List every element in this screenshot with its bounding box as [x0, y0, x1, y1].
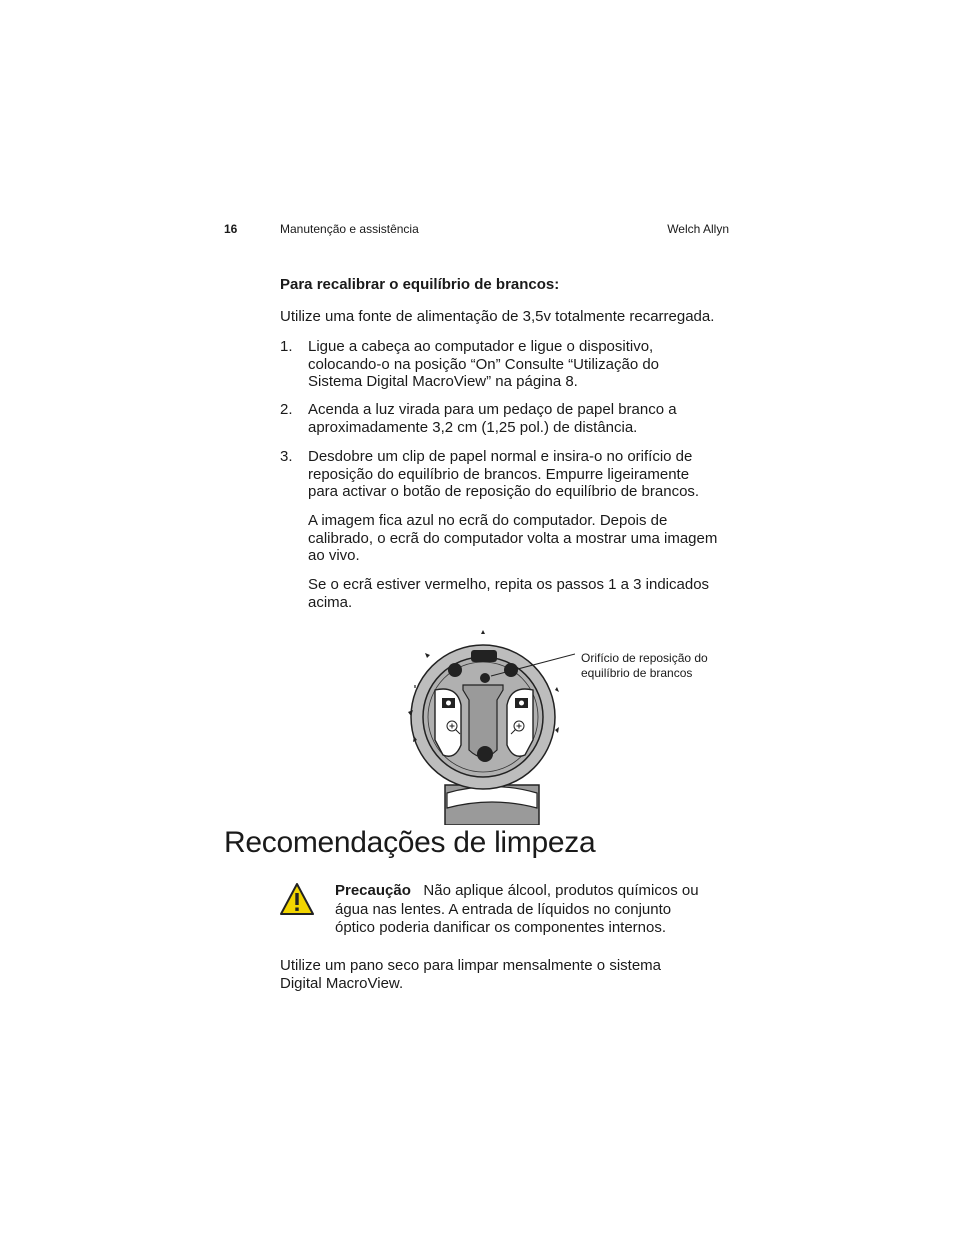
- caution-label: Precaução: [335, 882, 411, 899]
- note-line: calibrado, o ecrã do computador volta a mostrar uma imagem: [308, 529, 718, 547]
- step-number: 2.: [280, 401, 293, 418]
- step-text: [308, 338, 733, 391]
- caution-line: [335, 882, 735, 901]
- cleaning-body: [280, 957, 661, 992]
- step-text: [308, 448, 733, 501]
- note-line: ao vivo.: [308, 547, 360, 564]
- page-number: 16: [224, 222, 238, 236]
- warning-icon: [279, 882, 315, 916]
- step-text: [308, 401, 733, 436]
- section-title: Recomendações de limpeza: [224, 826, 596, 859]
- figure-callout: [581, 651, 708, 681]
- step-line: Ligue a cabeça ao computador e ligue o dispositivo,: [308, 338, 654, 355]
- step-number: 3.: [280, 448, 293, 465]
- note-line: acima.: [308, 593, 353, 611]
- step-number: 1.: [280, 338, 293, 355]
- step-line: para activar o botão de reposição do equilíbrio de brancos.: [308, 483, 700, 500]
- recalibrate-heading: Para recalibrar o equilíbrio de brancos:: [280, 276, 560, 293]
- note-line: Se o ecrã estiver vermelho, repita os passos 1 a 3 indicados: [308, 576, 710, 593]
- step-line: reposição do equilíbrio de brancos. Empurre ligeiramente: [308, 465, 690, 483]
- step-line: aproximadamente 3,2 cm (1,25 pol.) de distância.: [308, 418, 638, 436]
- body-line: Utilize um pano seco para limpar mensalmente o sistema: [280, 957, 661, 974]
- callout-line: equilíbrio de brancos: [581, 666, 693, 680]
- header-section: Manutenção e assistência: [280, 222, 419, 236]
- device-illustration: [405, 630, 575, 825]
- recalibrate-intro: Utilize uma fonte de alimentação de 3,5v totalmente recarregada.: [280, 308, 715, 325]
- step-line: Desdobre um clip de papel normal e insira-o no orifício de: [308, 448, 693, 465]
- caution-text: [335, 882, 735, 938]
- step-line: Sistema Digital MacroView” na página 8.: [308, 373, 578, 390]
- step-line: colocando-o na posição “On” Consulte “Utilização do: [308, 355, 660, 373]
- caution-line: água nas lentes. A entrada de líquidos no conjunto: [335, 900, 672, 918]
- header-brand: Welch Allyn: [667, 222, 729, 236]
- repeat-note: [308, 576, 733, 611]
- caution-line-1: Não aplique álcool, produtos químicos ou: [423, 882, 699, 899]
- step-line: Acenda a luz virada para um pedaço de papel branco a: [308, 401, 677, 418]
- body-line: Digital MacroView.: [280, 974, 404, 992]
- result-note: [308, 512, 733, 565]
- note-line: A imagem fica azul no ecrã do computador. Depois de: [308, 512, 668, 529]
- callout-line: Orifício de reposição do: [581, 651, 708, 665]
- caution-line: óptico poderia danificar os componentes internos.: [335, 919, 667, 936]
